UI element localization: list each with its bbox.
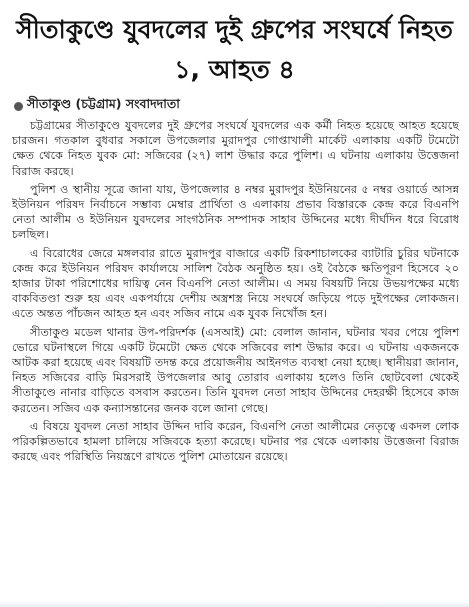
headline: সীতাকুণ্ডে যুবদলের দুই গ্রুপের সংঘর্ষে নিহত ১, আহত ৪ [16,15,453,84]
paragraph-4: সীতাকুণ্ড মডেল থানার উপ-পরিদর্শক (এসআই) মো: বেলাল জানান, ঘটনার খবর পেয়ে পুলিশ ভোরে ঘটনাস্থলে গিয়ে একটি টমেটো ক্ষেত থেকে সজিবের লাশ উদ্ধার করে। এ ঘটনায় একজনকে আটক করা হয়েছে এবং বিষয়টি তদন্ত করে প্রয়োজনীয় আইনগত ব্যবস্থা নেয়া হচ্ছে। স্থানীয়রা জানান, নিহত সজিবের বাড়ি মিরসরাই উপজেলার আবু তোরাব এলাকায় হলেও তিনি ছোটবেলা থেকেই সীতাকুণ্ডে নানার বাড়িতে বসবাস করতেন। তিনি যুবদল নেতা সাহাব উদ্দিনের দেহরক্ষী হিসেবে কাজ করতেন। সজিব এক কন্যাসন্তানের জনক বলে জানা গেছে। [12,325,459,415]
clipping-edge [0,601,469,607]
byline-text: সীতাকুণ্ড (চট্টগ্রাম) সংবাদদাতা [27,96,180,111]
paragraph-2: পুলিশ ও স্থানীয় সূত্রে জানা যায়, উপজেলার ৪ নম্বর মুরাদপুর ইউনিয়নের ৫ নম্বর ওয়ার্ডে আসন্ন ইউনিয়ন পরিষদ নির্বাচনে সম্ভাব্য মেম্বার প্রার্থিতা ও এলাকায় প্রভাব বিস্তারকে কেন্দ্র করে বিএনপি নেতা আলীম ও ইউনিয়ন যুবদলের সাংগঠনিক সম্পাদক সাহাব উদ্দিনের মধ্যে দীর্ঘদিন ধরে বিরোধ চলছিল। [12,182,459,242]
bullet-icon [14,102,23,111]
article-body [0,118,469,464]
paragraph-3: এ বিরোধের জেরে মঙ্গলবার রাতে মুরাদপুর বাজারে একটি রিকশাচালকের ব্যাটারি চুরির ঘটনাকে কেন্দ্র করে ইউনিয়ন পরিষদ কার্যালয়ে সালিশ বৈঠক অনুষ্ঠিত হয়। ওই বৈঠকে ক্ষতিপূরণ হিসেবে ২০ হাজার টাকা পরিশোধের দায়িত্ব নেন বিএনপি নেতা আলীম। এ সময় বিষয়টি নিয়ে উভয়পক্ষের মধ্যে বাকবিতণ্ডা শুরু হয় এবং একপর্যায়ে দেশীয় অস্ত্রশস্ত্র নিয়ে সংঘর্ষে জড়িয়ে পড়ে দুইপক্ষের লোকজন। এতে অন্তত পাঁচজন আহত হন এবং সজিব নামে এক যুবক নিখোঁজ হন। [12,246,459,321]
paragraph-1: চট্টগ্রামের সীতাকুণ্ডে যুবদলের দুই গ্রুপের সংঘর্ষে যুবদলের এক কর্মী নিহত হয়েছে আহত হয়েছে চারজন। গতকাল বুধবার সকালে উপজেলার মুরাদপুর গোপ্তাখালী মার্কেট এলাকায় একটি টমেটো ক্ষেত থেকে নিহত যুবক মো: সজিবের (২৭) লাশ উদ্ধার করে পুলিশ। এ ঘটনায় এলাকায় উত্তেজনা বিরাজ করছে। [12,119,459,178]
paragraph-5: এ বিষয়ে যুবদল নেতা সাহাব উদ্দিন দাবি করেন, বিএনপি নেতা আলীমের নেতৃত্বে একদল লোক পরিকল্পিতভাবে হামলা চালিয়ে সজিবকে হত্যা করেছে। ঘটনার পর থেকে এলাকায় উত্তেজনা বিরাজ করছে এবং পরিস্থিতি নিয়ন্ত্রণে রাখতে পুলিশ মোতায়েন রয়েছে। [12,419,459,464]
byline [14,96,459,116]
